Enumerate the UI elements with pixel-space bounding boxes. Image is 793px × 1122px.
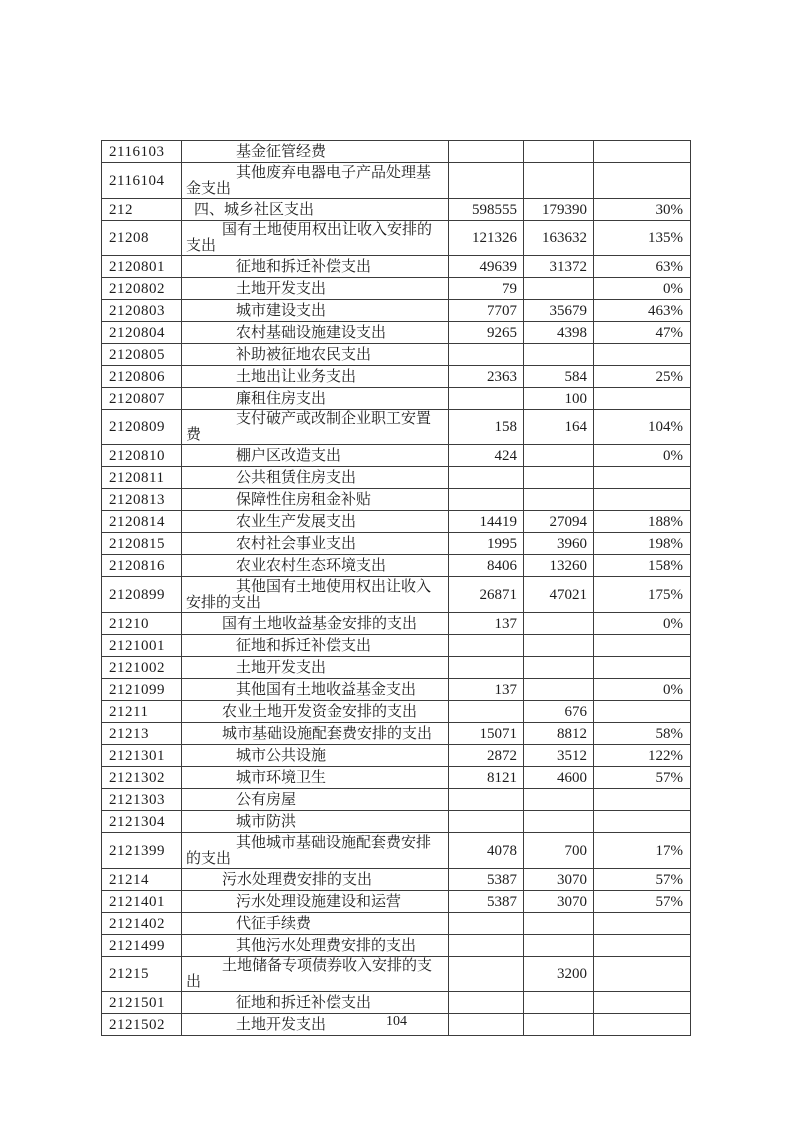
table-row: [102, 410, 691, 445]
value1-cell: 15071: [449, 723, 524, 745]
value2-cell: [524, 163, 594, 199]
percent-cell: [594, 913, 691, 935]
item-name-cell: 征地和拆迁补偿支出: [182, 635, 449, 657]
table-row: [102, 467, 691, 489]
table-row: [102, 344, 691, 366]
percent-cell: [594, 163, 691, 199]
value2-cell: [524, 613, 594, 635]
table-row: [102, 533, 691, 555]
value1-cell: 26871: [449, 577, 524, 613]
code-cell: 2121501: [102, 992, 182, 1014]
table-row: [102, 555, 691, 577]
percent-cell: 0%: [594, 679, 691, 701]
item-name-cell: 代征手续费: [182, 913, 449, 935]
percent-cell: 0%: [594, 613, 691, 635]
percent-cell: [594, 657, 691, 679]
item-name-cell: 廉租住房支出: [182, 388, 449, 410]
value1-cell: 424: [449, 445, 524, 467]
item-name-cell: 公有房屋: [182, 789, 449, 811]
value2-cell: [524, 811, 594, 833]
page-number: 104: [386, 1014, 407, 1029]
item-name-cell: 城市环境卫生: [182, 767, 449, 789]
code-cell: 2121402: [102, 913, 182, 935]
value1-cell: [449, 489, 524, 511]
table-row: [102, 745, 691, 767]
percent-cell: 58%: [594, 723, 691, 745]
table-row: [102, 388, 691, 410]
item-name-cell: 其他污水处理费安排的支出: [182, 935, 449, 957]
value2-cell: 100: [524, 388, 594, 410]
item-name-cell: 农业农村生态环境支出: [182, 555, 449, 577]
item-name-cell: 国有土地使用权出让收入安排的支出: [182, 221, 449, 256]
value2-cell: [524, 467, 594, 489]
value2-cell: 164: [524, 410, 594, 445]
percent-cell: 175%: [594, 577, 691, 613]
code-cell: 2121303: [102, 789, 182, 811]
code-cell: 2120803: [102, 300, 182, 322]
table-row: [102, 141, 691, 163]
value1-cell: [449, 163, 524, 199]
item-name-cell: 支付破产或改制企业职工安置费: [182, 410, 449, 445]
value2-cell: 700: [524, 833, 594, 869]
item-name-cell: 征地和拆迁补偿支出: [182, 256, 449, 278]
item-name-cell: 保障性住房租金补贴: [182, 489, 449, 511]
item-name-cell: 污水处理设施建设和运营: [182, 891, 449, 913]
item-name-cell: 征地和拆迁补偿支出: [182, 992, 449, 1014]
table-row: [102, 957, 691, 992]
value2-cell: 3070: [524, 869, 594, 891]
value1-cell: 79: [449, 278, 524, 300]
value1-cell: [449, 992, 524, 1014]
code-cell: 2120814: [102, 511, 182, 533]
percent-cell: 63%: [594, 256, 691, 278]
value2-cell: 4398: [524, 322, 594, 344]
percent-cell: 25%: [594, 366, 691, 388]
table-row: [102, 767, 691, 789]
item-name-cell: 农村社会事业支出: [182, 533, 449, 555]
item-name-cell: 公共租赁住房支出: [182, 467, 449, 489]
item-name-cell: 补助被征地农民支出: [182, 344, 449, 366]
percent-cell: 122%: [594, 745, 691, 767]
code-cell: 21211: [102, 701, 182, 723]
percent-cell: [594, 957, 691, 992]
percent-cell: [594, 935, 691, 957]
value1-cell: 598555: [449, 199, 524, 221]
table-row: [102, 935, 691, 957]
value2-cell: 3512: [524, 745, 594, 767]
value2-cell: [524, 635, 594, 657]
value2-cell: [524, 679, 594, 701]
value1-cell: 137: [449, 679, 524, 701]
item-name-cell: 城市基础设施配套费安排的支出: [182, 723, 449, 745]
table-row: [102, 679, 691, 701]
item-name-cell: 城市建设支出: [182, 300, 449, 322]
percent-cell: 188%: [594, 511, 691, 533]
table-row: [102, 322, 691, 344]
value2-cell: [524, 278, 594, 300]
value1-cell: 158: [449, 410, 524, 445]
code-cell: 2120801: [102, 256, 182, 278]
value1-cell: 4078: [449, 833, 524, 869]
value1-cell: 2872: [449, 745, 524, 767]
value2-cell: [524, 992, 594, 1014]
code-cell: 2120804: [102, 322, 182, 344]
percent-cell: [594, 635, 691, 657]
table-row: [102, 300, 691, 322]
value1-cell: [449, 388, 524, 410]
code-cell: 2121399: [102, 833, 182, 869]
value1-cell: [449, 913, 524, 935]
value1-cell: 1995: [449, 533, 524, 555]
table-row: [102, 577, 691, 613]
value1-cell: 2363: [449, 366, 524, 388]
percent-cell: 0%: [594, 278, 691, 300]
item-name-cell: 农业土地开发资金安排的支出: [182, 701, 449, 723]
value1-cell: [449, 957, 524, 992]
table-row: [102, 811, 691, 833]
percent-cell: [594, 811, 691, 833]
code-cell: 2121499: [102, 935, 182, 957]
code-cell: 2121401: [102, 891, 182, 913]
percent-cell: 30%: [594, 199, 691, 221]
table-row: [102, 163, 691, 199]
item-name-cell: 城市公共设施: [182, 745, 449, 767]
item-name-cell: 土地开发支出: [182, 278, 449, 300]
code-cell: 21215: [102, 957, 182, 992]
item-name-cell: 四、城乡社区支出: [182, 199, 449, 221]
value1-cell: 5387: [449, 869, 524, 891]
percent-cell: [594, 344, 691, 366]
value2-cell: [524, 789, 594, 811]
value1-cell: 14419: [449, 511, 524, 533]
value2-cell: 179390: [524, 199, 594, 221]
code-cell: 2120807: [102, 388, 182, 410]
code-cell: 2120805: [102, 344, 182, 366]
value2-cell: [524, 141, 594, 163]
code-cell: 21210: [102, 613, 182, 635]
percent-cell: 198%: [594, 533, 691, 555]
item-name-cell: 棚户区改造支出: [182, 445, 449, 467]
value2-cell: [524, 913, 594, 935]
code-cell: 2120815: [102, 533, 182, 555]
code-cell: 2121002: [102, 657, 182, 679]
value2-cell: [524, 344, 594, 366]
percent-cell: [594, 141, 691, 163]
table-row: [102, 489, 691, 511]
percent-cell: 135%: [594, 221, 691, 256]
code-cell: 2121302: [102, 767, 182, 789]
percent-cell: 57%: [594, 869, 691, 891]
value1-cell: [449, 467, 524, 489]
table-row: [102, 445, 691, 467]
table-row: [102, 992, 691, 1014]
item-name-cell: 基金征管经费: [182, 141, 449, 163]
code-cell: 2121502: [102, 1014, 182, 1036]
percent-cell: [594, 467, 691, 489]
value1-cell: [449, 701, 524, 723]
percent-cell: 57%: [594, 891, 691, 913]
percent-cell: [594, 388, 691, 410]
value1-cell: [449, 657, 524, 679]
code-cell: 2120899: [102, 577, 182, 613]
percent-cell: [594, 701, 691, 723]
table-row: [102, 723, 691, 745]
code-cell: 2120806: [102, 366, 182, 388]
table-row: [102, 199, 691, 221]
value1-cell: 8121: [449, 767, 524, 789]
value1-cell: [449, 811, 524, 833]
code-cell: 2121001: [102, 635, 182, 657]
percent-cell: [594, 789, 691, 811]
code-cell: 212: [102, 199, 182, 221]
value1-cell: 7707: [449, 300, 524, 322]
table-row: [102, 511, 691, 533]
item-name-cell: 其他国有土地使用权出让收入安排的支出: [182, 577, 449, 613]
table-row: [102, 789, 691, 811]
value2-cell: [524, 445, 594, 467]
item-name-cell: 其他废弃电器电子产品处理基金支出: [182, 163, 449, 199]
value2-cell: 3070: [524, 891, 594, 913]
percent-cell: [594, 489, 691, 511]
value2-cell: [524, 657, 594, 679]
percent-cell: 0%: [594, 445, 691, 467]
value1-cell: [449, 789, 524, 811]
value2-cell: 163632: [524, 221, 594, 256]
table-row: [102, 635, 691, 657]
percent-cell: 47%: [594, 322, 691, 344]
item-name-cell: 城市防洪: [182, 811, 449, 833]
percent-cell: 104%: [594, 410, 691, 445]
value2-cell: 3960: [524, 533, 594, 555]
value2-cell: 13260: [524, 555, 594, 577]
table-row: [102, 891, 691, 913]
table-row: [102, 869, 691, 891]
code-cell: 21213: [102, 723, 182, 745]
value2-cell: 676: [524, 701, 594, 723]
item-name-cell: 土地开发支出: [182, 1014, 449, 1036]
value2-cell: 3200: [524, 957, 594, 992]
item-name-cell: 其他国有土地收益基金支出: [182, 679, 449, 701]
table-row: [102, 833, 691, 869]
code-cell: 2120810: [102, 445, 182, 467]
item-name-cell: 农村基础设施建设支出: [182, 322, 449, 344]
value2-cell: [524, 935, 594, 957]
value1-cell: [449, 935, 524, 957]
code-cell: 2121099: [102, 679, 182, 701]
table-row: [102, 221, 691, 256]
table-row: [102, 613, 691, 635]
value2-cell: 584: [524, 366, 594, 388]
table-row: [102, 366, 691, 388]
value1-cell: [449, 141, 524, 163]
code-cell: 2121304: [102, 811, 182, 833]
value1-cell: 9265: [449, 322, 524, 344]
item-name-cell: 农业生产发展支出: [182, 511, 449, 533]
item-name-cell: 土地储备专项债券收入安排的支出: [182, 957, 449, 992]
value1-cell: 137: [449, 613, 524, 635]
code-cell: 21214: [102, 869, 182, 891]
percent-cell: 463%: [594, 300, 691, 322]
value2-cell: 27094: [524, 511, 594, 533]
value1-cell: 5387: [449, 891, 524, 913]
value1-cell: [449, 344, 524, 366]
percent-cell: 57%: [594, 767, 691, 789]
code-cell: 2120816: [102, 555, 182, 577]
code-cell: 2116103: [102, 141, 182, 163]
item-name-cell: 污水处理费安排的支出: [182, 869, 449, 891]
budget-table: [101, 140, 691, 1036]
code-cell: 2120802: [102, 278, 182, 300]
value2-cell: 47021: [524, 577, 594, 613]
value2-cell: 4600: [524, 767, 594, 789]
value2-cell: 8812: [524, 723, 594, 745]
code-cell: 2120813: [102, 489, 182, 511]
value2-cell: 31372: [524, 256, 594, 278]
table-row: [102, 256, 691, 278]
value1-cell: [449, 635, 524, 657]
percent-cell: 17%: [594, 833, 691, 869]
table-row: [102, 657, 691, 679]
item-name-cell: 土地开发支出: [182, 657, 449, 679]
table-row: [102, 701, 691, 723]
percent-cell: 158%: [594, 555, 691, 577]
value1-cell: 8406: [449, 555, 524, 577]
code-cell: 2120811: [102, 467, 182, 489]
table-row: [102, 913, 691, 935]
code-cell: 2121301: [102, 745, 182, 767]
table-row: [102, 278, 691, 300]
item-name-cell: 土地出让业务支出: [182, 366, 449, 388]
code-cell: 21208: [102, 221, 182, 256]
code-cell: 2116104: [102, 163, 182, 199]
percent-cell: [594, 992, 691, 1014]
item-name-cell: 国有土地收益基金安排的支出: [182, 613, 449, 635]
code-cell: 2120809: [102, 410, 182, 445]
item-name-cell: 其他城市基础设施配套费安排的支出: [182, 833, 449, 869]
value1-cell: 121326: [449, 221, 524, 256]
value1-cell: 49639: [449, 256, 524, 278]
value2-cell: 35679: [524, 300, 594, 322]
value2-cell: [524, 489, 594, 511]
